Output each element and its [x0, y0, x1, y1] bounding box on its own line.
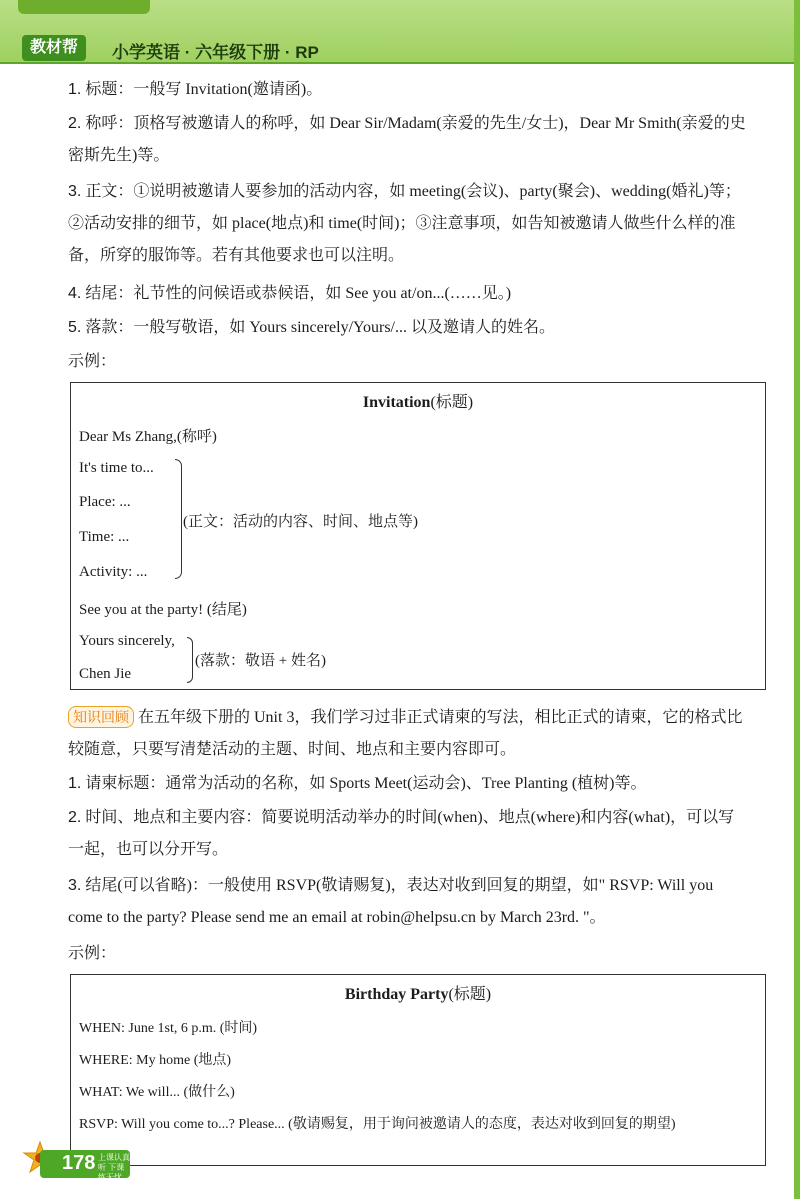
invitation-example-box: [70, 382, 766, 690]
list-item: 2. 称呼：顶格写被邀请人的称呼，如 Dear Sir/Madam(亲爱的先生/女士)，Dear Mr Smith(亲爱的史 密斯先生)等。: [68, 115, 746, 164]
list-item: 3. 结尾(可以省略)：一般使用 RSVP(敬请赐复)，表达对收到回复的期望，如" RSVP: Will you come to the party? Please send me an email at robin@helpsu.cn by March 23rd. "。: [68, 877, 714, 926]
what-line: WHAT: We will... (做什么): [79, 1085, 235, 1100]
header-tab: [18, 0, 150, 14]
knowledge-review: 知识回顾 在五年级下册的 Unit 3，我们学习过非正式请柬的写法，相比正式的请柬，它的格式比 较随意，只要写清楚活动的主题、时间、地点和主要内容即可。: [68, 702, 768, 766]
greeting-line: Dear Ms Zhang,(称呼): [79, 429, 217, 445]
example-label: 示例：: [68, 945, 117, 962]
body-line: Activity: ...: [79, 564, 148, 580]
body-line: Place: ...: [79, 494, 131, 510]
box-title: Birthday Party(标题): [344, 986, 492, 1003]
list-item: 4. 结尾：礼节性的问候语或恭候语，如 See you at/on...(……见。): [68, 285, 512, 302]
book-badge: 教材帮: [22, 35, 86, 61]
page-number-badge: [40, 1150, 130, 1182]
page-number: 178: [62, 1152, 96, 1174]
when-line: WHEN: June 1st, 6 p.m. (时间): [79, 1021, 258, 1036]
sign-brace: [187, 637, 193, 683]
list-item: 5. 落款：一般写敬语，如 Yours sincerely/Yours/... 以及邀请人的姓名。: [68, 319, 556, 336]
list-item: 2. 时间、地点和主要内容：简要说明活动举办的时间(when)、地点(where)和内容(what)，可以写 一起，也可以分开写。: [68, 809, 735, 858]
rsvp-line: RSVP: Will you come to...? Please... (敬请赐复，用于询问被邀请人的态度，表达对收到回复的期望): [79, 1117, 676, 1132]
example-label: 示例：: [68, 353, 117, 370]
page-edge-strip: [794, 0, 800, 1199]
footer-slogan: 上课认真听 下课练无忧: [98, 1153, 130, 1182]
sign-line: Yours sincerely,: [79, 633, 175, 649]
box-title: Invitation(标题): [362, 394, 474, 411]
list-item: 1. 请柬标题：通常为活动的名称，如 Sports Meet(运动会)、Tree Planting (植树)等。: [68, 775, 647, 792]
body-note: (正文：活动的内容、时间、地点等): [183, 514, 418, 530]
book-title: 小学英语 · 六年级下册 · RP: [112, 43, 319, 62]
sign-line: Chen Jie: [79, 666, 132, 682]
list-item: 3. 正文：①说明被邀请人要参加的活动内容，如 meeting(会议)、party(聚会)、wedding(婚礼)等； ②活动安排的细节，如 place(地点)和 time(时间)；③注意事项，如告知被邀请人做些什么样的准 备，所穿的服饰等。若有其他要求也可以注明。: [68, 183, 741, 264]
sign-note: (落款：敬语 + 姓名): [195, 653, 326, 669]
header-divider: [0, 62, 800, 64]
where-line: WHERE: My home (地点): [79, 1053, 232, 1068]
body-line: Time: ...: [79, 529, 130, 545]
body-line: It's time to...: [79, 460, 154, 476]
closing-line: See you at the party! (结尾): [79, 602, 247, 618]
body-brace: [175, 459, 182, 579]
review-badge: 知识回顾: [68, 706, 134, 728]
birthday-party-example-box: [70, 974, 766, 1166]
list-item: 1. 标题：一般写 Invitation(邀请函)。: [68, 81, 323, 98]
